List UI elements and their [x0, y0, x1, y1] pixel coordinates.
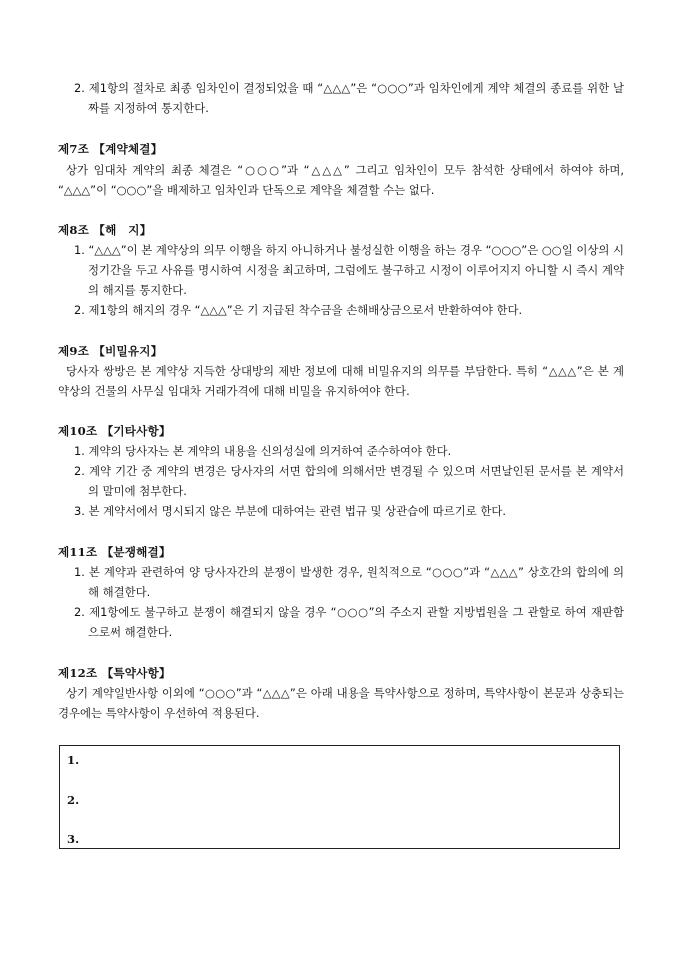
article6-item-2: 2. 제1항의 절차로 최종 임차인이 결정되었을 때 “△△△”은 “○○○”과 임차인에게 계약 체결의 종료를 위한 날짜를 지정하여 통지한다.: [74, 81, 624, 115]
article9-heading: 제9조 【비밀유지】: [58, 344, 163, 358]
article11-item-2: 2. 제1항에도 불구하고 분쟁이 해결되지 않을 경우 “○○○”의 주소지 관할 지방법원을 그 관할로 하여 재판함으로써 해결한다.: [74, 605, 624, 639]
article10-item-2: 2. 계약 기간 중 계약의 변경은 당사자의 서면 합의에 의해서만 변경될 수 있으며 서면날인된 문서를 본 계약서의 말미에 첨부한다.: [74, 464, 624, 498]
article9-body: 당사자 쌍방은 본 계약상 지득한 상대방의 제반 정보에 대해 비밀유지의 의무를 부담한다. 특히 “△△△”은 본 계약상의 건물의 사무실 임대차 거래가격에 대해 비밀을 유지하여야 한다.: [58, 364, 624, 398]
article8-item-2: 2. 제1항의 해지의 경우 “△△△”은 기 지급된 착수금을 손해배상금으로서 반환하여야 한다.: [74, 303, 523, 317]
special-term-row-1: 1.: [67, 753, 80, 767]
article8-heading: 제8조 【해 지】: [58, 223, 152, 237]
article8-item-1: 1. “△△△”이 본 계약상의 의무 이행을 하지 아니하거나 불성실한 이행을 하는 경우 “○○○”은 ○○일 이상의 시정기간을 두고 사유를 명시하여 시정을 최고하며, 그럼에도 불구하고 시정이 이루어지지 아니할 시 즉시 계약의 해지를 통지한다.: [74, 243, 624, 297]
article7-body: 상가 임대차 계약의 최종 체결은 “○○○”과 “△△△” 그리고 임차인이 모두 참석한 상태에서 하여야 하며, “△△△”이 “○○○”을 배제하고 임차인과 단독으로 계약을 체결할 수는 없다.: [58, 163, 624, 197]
special-terms-box: [59, 745, 620, 849]
article10-item-1: 1. 계약의 당사자는 본 계약의 내용을 신의성실에 의거하여 준수하여야 한다.: [74, 444, 452, 458]
article12-body: 상기 계약일반사항 이외에 “○○○”과 “△△△”은 아래 내용을 특약사항으로 정하며, 특약사항이 본문과 상충되는 경우에는 특약사항이 우선하여 적용된다.: [58, 686, 624, 720]
article7-heading: 제7조 【계약체결】: [58, 142, 163, 156]
article12-heading: 제12조 【특약사항】: [58, 666, 171, 680]
article11-heading: 제11조 【분쟁해결】: [58, 545, 171, 559]
article10-item-3: 3. 본 계약서에서 명시되지 않은 부분에 대하여는 관련 법규 및 상관습에 따르기로 한다.: [74, 504, 507, 518]
special-term-row-2: 2.: [67, 793, 80, 807]
article11-item-1: 1. 본 계약과 관련하여 양 당사자간의 분쟁이 발생한 경우, 원칙적으로 “○○○”과 “△△△” 상호간의 합의에 의해 해결한다.: [74, 565, 624, 599]
special-term-row-3: 3.: [67, 832, 80, 846]
article10-heading: 제10조 【기타사항】: [58, 424, 171, 438]
